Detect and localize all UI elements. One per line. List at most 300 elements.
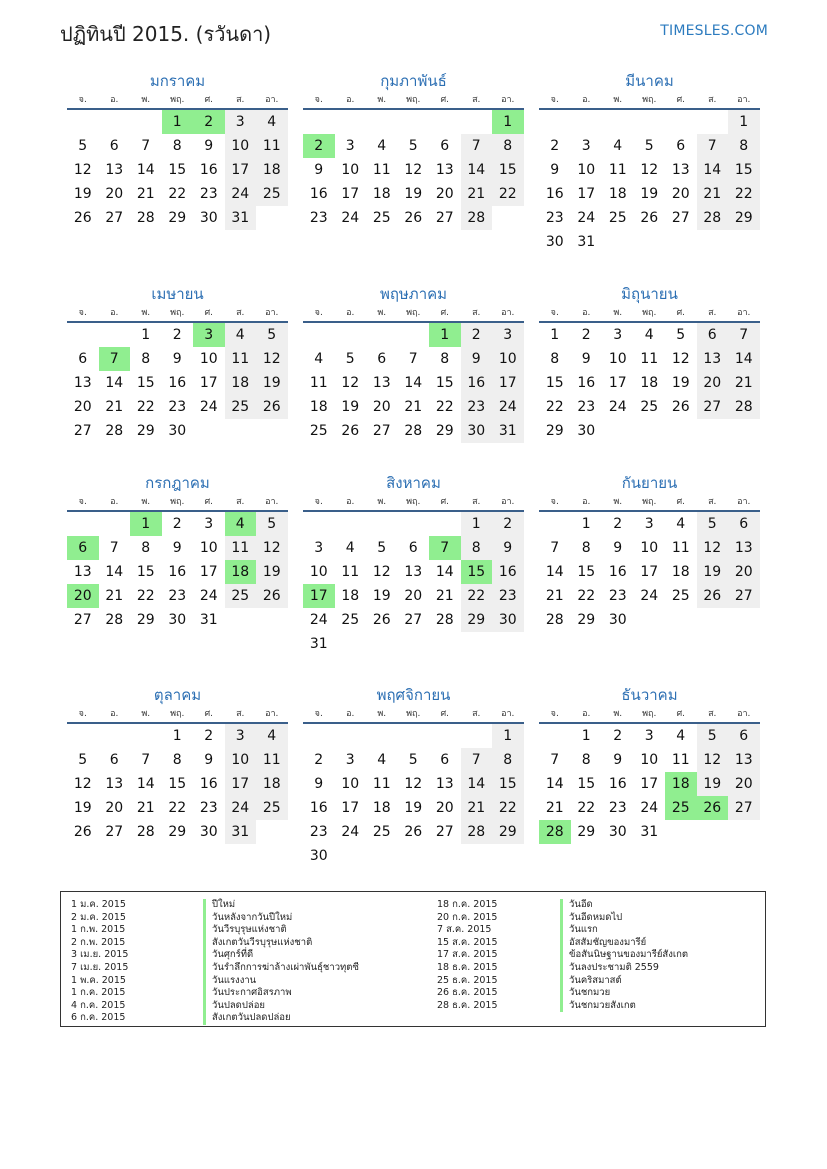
- day-cell: 28: [136, 210, 155, 226]
- empty-cell: [429, 110, 461, 134]
- holiday-cell: 2: [303, 134, 335, 158]
- day-cell: 5: [377, 540, 387, 556]
- legend-date: 15 ส.ค. 2015: [437, 936, 498, 948]
- day-cell: 10: [341, 776, 360, 792]
- day-cell: 24: [225, 796, 257, 820]
- day-cell: 9: [613, 752, 623, 768]
- weekday-label: จ.: [314, 709, 323, 719]
- day-cell: 8: [440, 351, 450, 367]
- day-cell: 14: [136, 162, 155, 178]
- day-cell: 9: [314, 776, 324, 792]
- day-cell: 6: [728, 512, 760, 536]
- day-cell: 1: [461, 512, 493, 536]
- day-cell: 5: [408, 138, 418, 154]
- weekday-header: [303, 305, 524, 323]
- day-cell: 12: [697, 748, 729, 772]
- day-cell: 7: [141, 752, 151, 768]
- day-cell: 6: [440, 138, 450, 154]
- day-cell: 2: [492, 512, 524, 536]
- day-cell: 27: [728, 796, 760, 820]
- day-cell: 17: [608, 375, 627, 391]
- weekday-label: จ.: [314, 95, 323, 105]
- days-grid: [539, 724, 760, 844]
- day-cell: 20: [435, 186, 454, 202]
- day-cell: 14: [404, 375, 423, 391]
- day-cell: 1: [141, 327, 151, 343]
- holiday-cell: 1: [130, 512, 162, 536]
- day-cell: 4: [644, 327, 654, 343]
- day-cell: 30: [168, 612, 187, 628]
- legend-holiday-name: วันหลังจากวันปีใหม่: [203, 912, 359, 925]
- day-cell: 23: [309, 210, 328, 226]
- page-title: ปฏิทินปี 2015. (รวันดา): [60, 22, 272, 46]
- day-cell: 14: [461, 772, 493, 796]
- day-cell: 18: [640, 375, 659, 391]
- day-cell: 7: [461, 134, 493, 158]
- day-cell: 14: [435, 564, 454, 580]
- day-cell: 6: [728, 724, 760, 748]
- empty-cell: [303, 512, 335, 536]
- day-cell: 22: [136, 399, 155, 415]
- weekday-label: ส.: [708, 95, 717, 105]
- day-cell: 4: [377, 138, 387, 154]
- day-cell: 2: [550, 138, 560, 154]
- day-cell: 18: [372, 800, 391, 816]
- weekday-label: พ.: [613, 308, 623, 318]
- day-cell: 26: [341, 423, 360, 439]
- holiday-cell: 28: [539, 820, 571, 844]
- day-cell: 28: [435, 612, 454, 628]
- day-cell: 19: [73, 800, 92, 816]
- legend-date: 28 ธ.ค. 2015: [437, 999, 498, 1011]
- day-cell: 31: [309, 636, 328, 652]
- weekday-label: อา.: [265, 497, 279, 507]
- day-cell: 3: [225, 110, 257, 134]
- day-cell: 2: [314, 752, 324, 768]
- legend-holiday-name: อัสสัมชัญของมารีย์: [560, 937, 688, 950]
- day-cell: 6: [697, 323, 729, 347]
- weekday-label: พฤ.: [170, 95, 185, 105]
- weekday-label: พ.: [377, 95, 387, 105]
- day-cell: 13: [697, 347, 729, 371]
- day-cell: 14: [728, 347, 760, 371]
- day-cell: 29: [728, 206, 760, 230]
- day-cell: 16: [309, 800, 328, 816]
- day-cell: 27: [728, 584, 760, 608]
- day-cell: 11: [608, 162, 627, 178]
- day-cell: 11: [372, 776, 391, 792]
- weekday-header: [67, 706, 288, 724]
- holiday-cell: 7: [99, 347, 131, 371]
- legend-date: 2 ก.พ. 2015: [71, 936, 126, 948]
- month-name: เมษายน: [151, 285, 204, 303]
- empty-cell: [130, 724, 162, 748]
- weekday-label: พ.: [141, 308, 151, 318]
- empty-cell: [429, 512, 461, 536]
- day-cell: 17: [225, 158, 257, 182]
- weekday-header: [67, 305, 288, 323]
- day-cell: 29: [577, 612, 596, 628]
- weekday-label: ส.: [472, 95, 481, 105]
- month-calendar: [539, 684, 760, 844]
- day-cell: 27: [435, 824, 454, 840]
- weekday-label: อ.: [346, 95, 355, 105]
- day-cell: 19: [404, 186, 423, 202]
- day-cell: 19: [341, 399, 360, 415]
- weekday-label: ศ.: [676, 497, 686, 507]
- empty-cell: [697, 110, 729, 134]
- day-cell: 21: [136, 800, 155, 816]
- weekday-header: [539, 92, 760, 110]
- day-cell: 29: [435, 423, 454, 439]
- day-cell: 19: [256, 371, 288, 395]
- empty-cell: [99, 724, 131, 748]
- day-cell: 28: [697, 206, 729, 230]
- day-cell: 3: [644, 728, 654, 744]
- day-cell: 29: [168, 824, 187, 840]
- day-cell: 31: [492, 419, 524, 443]
- days-grid: [67, 724, 288, 844]
- empty-cell: [539, 512, 571, 536]
- day-cell: 19: [372, 588, 391, 604]
- holiday-cell: 18: [665, 772, 697, 796]
- day-cell: 16: [168, 375, 187, 391]
- day-cell: 9: [613, 540, 623, 556]
- weekday-label: ส.: [472, 308, 481, 318]
- day-cell: 24: [199, 399, 218, 415]
- day-cell: 21: [545, 800, 564, 816]
- month-name: สิงหาคม: [386, 474, 441, 492]
- day-cell: 26: [697, 584, 729, 608]
- day-cell: 25: [225, 584, 257, 608]
- day-cell: 16: [199, 162, 218, 178]
- day-cell: 26: [671, 399, 690, 415]
- day-cell: 4: [676, 728, 686, 744]
- day-cell: 14: [136, 776, 155, 792]
- weekday-label: ศ.: [440, 497, 450, 507]
- day-cell: 6: [676, 138, 686, 154]
- legend-date: 4 ก.ค. 2015: [71, 999, 126, 1011]
- weekday-label: พ.: [141, 497, 151, 507]
- day-cell: 30: [492, 608, 524, 632]
- day-cell: 5: [697, 724, 729, 748]
- weekday-label: ศ.: [204, 709, 214, 719]
- weekday-label: อา.: [501, 95, 515, 105]
- day-cell: 29: [168, 210, 187, 226]
- day-cell: 10: [640, 752, 659, 768]
- day-cell: 9: [314, 162, 324, 178]
- day-cell: 4: [256, 110, 288, 134]
- day-cell: 25: [608, 210, 627, 226]
- day-cell: 13: [435, 776, 454, 792]
- day-cell: 30: [461, 419, 493, 443]
- day-cell: 27: [73, 423, 92, 439]
- day-cell: 17: [640, 776, 659, 792]
- day-cell: 21: [105, 399, 124, 415]
- legend-date: 17 ส.ค. 2015: [437, 949, 498, 961]
- empty-cell: [429, 724, 461, 748]
- day-cell: 8: [581, 752, 591, 768]
- day-cell: 25: [341, 612, 360, 628]
- day-cell: 24: [640, 588, 659, 604]
- legend-date: 20 ก.ค. 2015: [437, 911, 498, 923]
- day-cell: 12: [697, 536, 729, 560]
- weekday-label: ส.: [236, 709, 245, 719]
- holiday-cell: 1: [429, 323, 461, 347]
- legend-date: 1 ก.ค. 2015: [71, 987, 126, 999]
- empty-cell: [366, 724, 398, 748]
- day-cell: 9: [204, 138, 214, 154]
- weekday-label: อ.: [346, 709, 355, 719]
- legend-holiday-name: วันชกมวย: [560, 987, 688, 1000]
- month-calendar: [303, 684, 524, 868]
- day-cell: 21: [545, 588, 564, 604]
- day-cell: 30: [608, 612, 627, 628]
- day-cell: 30: [168, 423, 187, 439]
- day-cell: 5: [697, 512, 729, 536]
- day-cell: 19: [404, 800, 423, 816]
- weekday-label: อ.: [110, 95, 119, 105]
- day-cell: 21: [136, 186, 155, 202]
- day-cell: 6: [109, 138, 119, 154]
- day-cell: 21: [461, 182, 493, 206]
- day-cell: 2: [613, 728, 623, 744]
- weekday-label: ศ.: [440, 95, 450, 105]
- day-cell: 16: [199, 776, 218, 792]
- weekday-label: พ.: [141, 95, 151, 105]
- day-cell: 26: [73, 824, 92, 840]
- legend-dates-left: [71, 899, 128, 1025]
- day-cell: 11: [225, 536, 257, 560]
- day-cell: 26: [640, 210, 659, 226]
- day-cell: 20: [728, 560, 760, 584]
- day-cell: 30: [199, 210, 218, 226]
- day-cell: 15: [136, 375, 155, 391]
- legend-holiday-name: วันแรงงาน: [203, 975, 359, 988]
- day-cell: 27: [671, 210, 690, 226]
- day-cell: 22: [136, 588, 155, 604]
- weekday-label: อ.: [582, 95, 591, 105]
- day-cell: 13: [372, 375, 391, 391]
- day-cell: 18: [256, 158, 288, 182]
- day-cell: 12: [73, 776, 92, 792]
- day-cell: 23: [199, 800, 218, 816]
- day-cell: 17: [225, 772, 257, 796]
- day-cell: 13: [728, 536, 760, 560]
- day-cell: 12: [73, 162, 92, 178]
- empty-cell: [303, 724, 335, 748]
- day-cell: 13: [671, 162, 690, 178]
- month-calendar: [539, 70, 760, 254]
- day-cell: 9: [172, 351, 182, 367]
- empty-cell: [366, 110, 398, 134]
- empty-cell: [539, 110, 571, 134]
- day-cell: 16: [309, 186, 328, 202]
- day-cell: 7: [728, 323, 760, 347]
- day-cell: 15: [136, 564, 155, 580]
- day-cell: 26: [256, 584, 288, 608]
- month-name: พฤษภาคม: [379, 285, 448, 303]
- weekday-label: ศ.: [440, 308, 450, 318]
- day-cell: 1: [492, 724, 524, 748]
- day-cell: 9: [492, 536, 524, 560]
- day-cell: 9: [172, 540, 182, 556]
- day-cell: 27: [105, 824, 124, 840]
- day-cell: 20: [404, 588, 423, 604]
- weekday-header: [539, 305, 760, 323]
- day-cell: 21: [461, 796, 493, 820]
- weekday-label: อา.: [737, 497, 751, 507]
- weekday-label: พ.: [613, 709, 623, 719]
- legend-holiday-name: สังเกตวันปลดปล่อย: [203, 1012, 359, 1025]
- day-cell: 3: [225, 724, 257, 748]
- days-grid: [539, 512, 760, 632]
- weekday-label: อา.: [265, 95, 279, 105]
- day-cell: 6: [78, 351, 88, 367]
- weekday-label: อา.: [501, 497, 515, 507]
- day-cell: 29: [577, 824, 596, 840]
- weekday-label: ส.: [236, 95, 245, 105]
- day-cell: 23: [168, 588, 187, 604]
- day-cell: 8: [172, 138, 182, 154]
- day-cell: 30: [545, 234, 564, 250]
- weekday-label: พฤ.: [642, 709, 657, 719]
- day-cell: 22: [435, 399, 454, 415]
- holiday-cell: 3: [193, 323, 225, 347]
- day-cell: 13: [105, 162, 124, 178]
- day-cell: 6: [408, 540, 418, 556]
- day-cell: 8: [141, 540, 151, 556]
- day-cell: 19: [697, 560, 729, 584]
- empty-cell: [398, 323, 430, 347]
- day-cell: 23: [199, 186, 218, 202]
- day-cell: 14: [461, 158, 493, 182]
- day-cell: 7: [550, 752, 560, 768]
- day-cell: 13: [404, 564, 423, 580]
- day-cell: 14: [697, 158, 729, 182]
- day-cell: 1: [728, 110, 760, 134]
- day-cell: 3: [492, 323, 524, 347]
- day-cell: 12: [671, 351, 690, 367]
- day-cell: 5: [408, 752, 418, 768]
- weekday-label: จ.: [78, 308, 87, 318]
- day-cell: 24: [199, 588, 218, 604]
- day-cell: 23: [492, 584, 524, 608]
- day-cell: 2: [613, 516, 623, 532]
- legend-holiday-name: วันแรก: [560, 924, 688, 937]
- day-cell: 18: [372, 186, 391, 202]
- day-cell: 2: [461, 323, 493, 347]
- day-cell: 7: [461, 748, 493, 772]
- day-cell: 18: [341, 588, 360, 604]
- weekday-label: จ.: [550, 95, 559, 105]
- day-cell: 13: [73, 564, 92, 580]
- weekday-label: ศ.: [676, 709, 686, 719]
- day-cell: 10: [341, 162, 360, 178]
- legend-date: 18 ธ.ค. 2015: [437, 961, 498, 973]
- empty-cell: [366, 512, 398, 536]
- day-cell: 13: [728, 748, 760, 772]
- day-cell: 23: [608, 588, 627, 604]
- legend-holiday-name: วันวีรบุรุษแห่งชาติ: [203, 924, 359, 937]
- legend-date: 18 ก.ค. 2015: [437, 899, 498, 910]
- day-cell: 6: [377, 351, 387, 367]
- day-cell: 25: [256, 182, 288, 206]
- day-cell: 20: [372, 399, 391, 415]
- days-grid: [67, 512, 288, 632]
- weekday-label: พฤ.: [170, 709, 185, 719]
- day-cell: 25: [225, 395, 257, 419]
- day-cell: 16: [545, 186, 564, 202]
- empty-cell: [99, 512, 131, 536]
- day-cell: 3: [345, 138, 355, 154]
- day-cell: 11: [341, 564, 360, 580]
- legend-date: 7 เม.ย. 2015: [71, 961, 129, 973]
- day-cell: 1: [581, 516, 591, 532]
- day-cell: 29: [461, 608, 493, 632]
- weekday-label: ส.: [472, 709, 481, 719]
- day-cell: 26: [73, 210, 92, 226]
- day-cell: 22: [577, 800, 596, 816]
- day-cell: 31: [199, 612, 218, 628]
- weekday-label: พฤ.: [642, 497, 657, 507]
- weekday-label: ส.: [708, 709, 717, 719]
- legend-date: 1 ก.พ. 2015: [71, 924, 126, 936]
- day-cell: 1: [550, 327, 560, 343]
- day-cell: 17: [577, 186, 596, 202]
- day-cell: 28: [404, 423, 423, 439]
- weekday-label: จ.: [78, 95, 87, 105]
- day-cell: 25: [256, 796, 288, 820]
- day-cell: 12: [341, 375, 360, 391]
- holiday-cell: 26: [697, 796, 729, 820]
- empty-cell: [99, 323, 131, 347]
- day-cell: 2: [172, 327, 182, 343]
- empty-cell: [335, 110, 367, 134]
- day-cell: 23: [577, 399, 596, 415]
- day-cell: 13: [105, 776, 124, 792]
- day-cell: 11: [309, 375, 328, 391]
- day-cell: 24: [640, 800, 659, 816]
- day-cell: 18: [225, 371, 257, 395]
- legend-date: 6 ก.ค. 2015: [71, 1012, 126, 1024]
- day-cell: 5: [256, 512, 288, 536]
- day-cell: 18: [671, 564, 690, 580]
- brand-link[interactable]: TIMESLES.COM: [660, 23, 768, 39]
- day-cell: 10: [199, 351, 218, 367]
- day-cell: 28: [461, 206, 493, 230]
- month-calendar: [303, 283, 524, 443]
- day-cell: 30: [309, 848, 328, 864]
- day-cell: 30: [608, 824, 627, 840]
- day-cell: 2: [204, 728, 214, 744]
- day-cell: 18: [608, 186, 627, 202]
- holiday-cell: 7: [429, 536, 461, 560]
- month-name: มกราคม: [149, 72, 206, 90]
- weekday-label: จ.: [550, 497, 559, 507]
- legend-holiday-name: วันอีดหมดไป: [560, 912, 688, 925]
- day-cell: 17: [341, 186, 360, 202]
- day-cell: 27: [697, 395, 729, 419]
- day-cell: 31: [225, 206, 257, 230]
- weekday-label: พ.: [377, 308, 387, 318]
- legend-date: 7 ส.ค. 2015: [437, 924, 492, 936]
- day-cell: 20: [671, 186, 690, 202]
- day-cell: 3: [204, 516, 214, 532]
- legend-holiday-name: สังเกตวันวีรบุรุษแห่งชาติ: [203, 937, 359, 950]
- day-cell: 24: [492, 395, 524, 419]
- day-cell: 4: [613, 138, 623, 154]
